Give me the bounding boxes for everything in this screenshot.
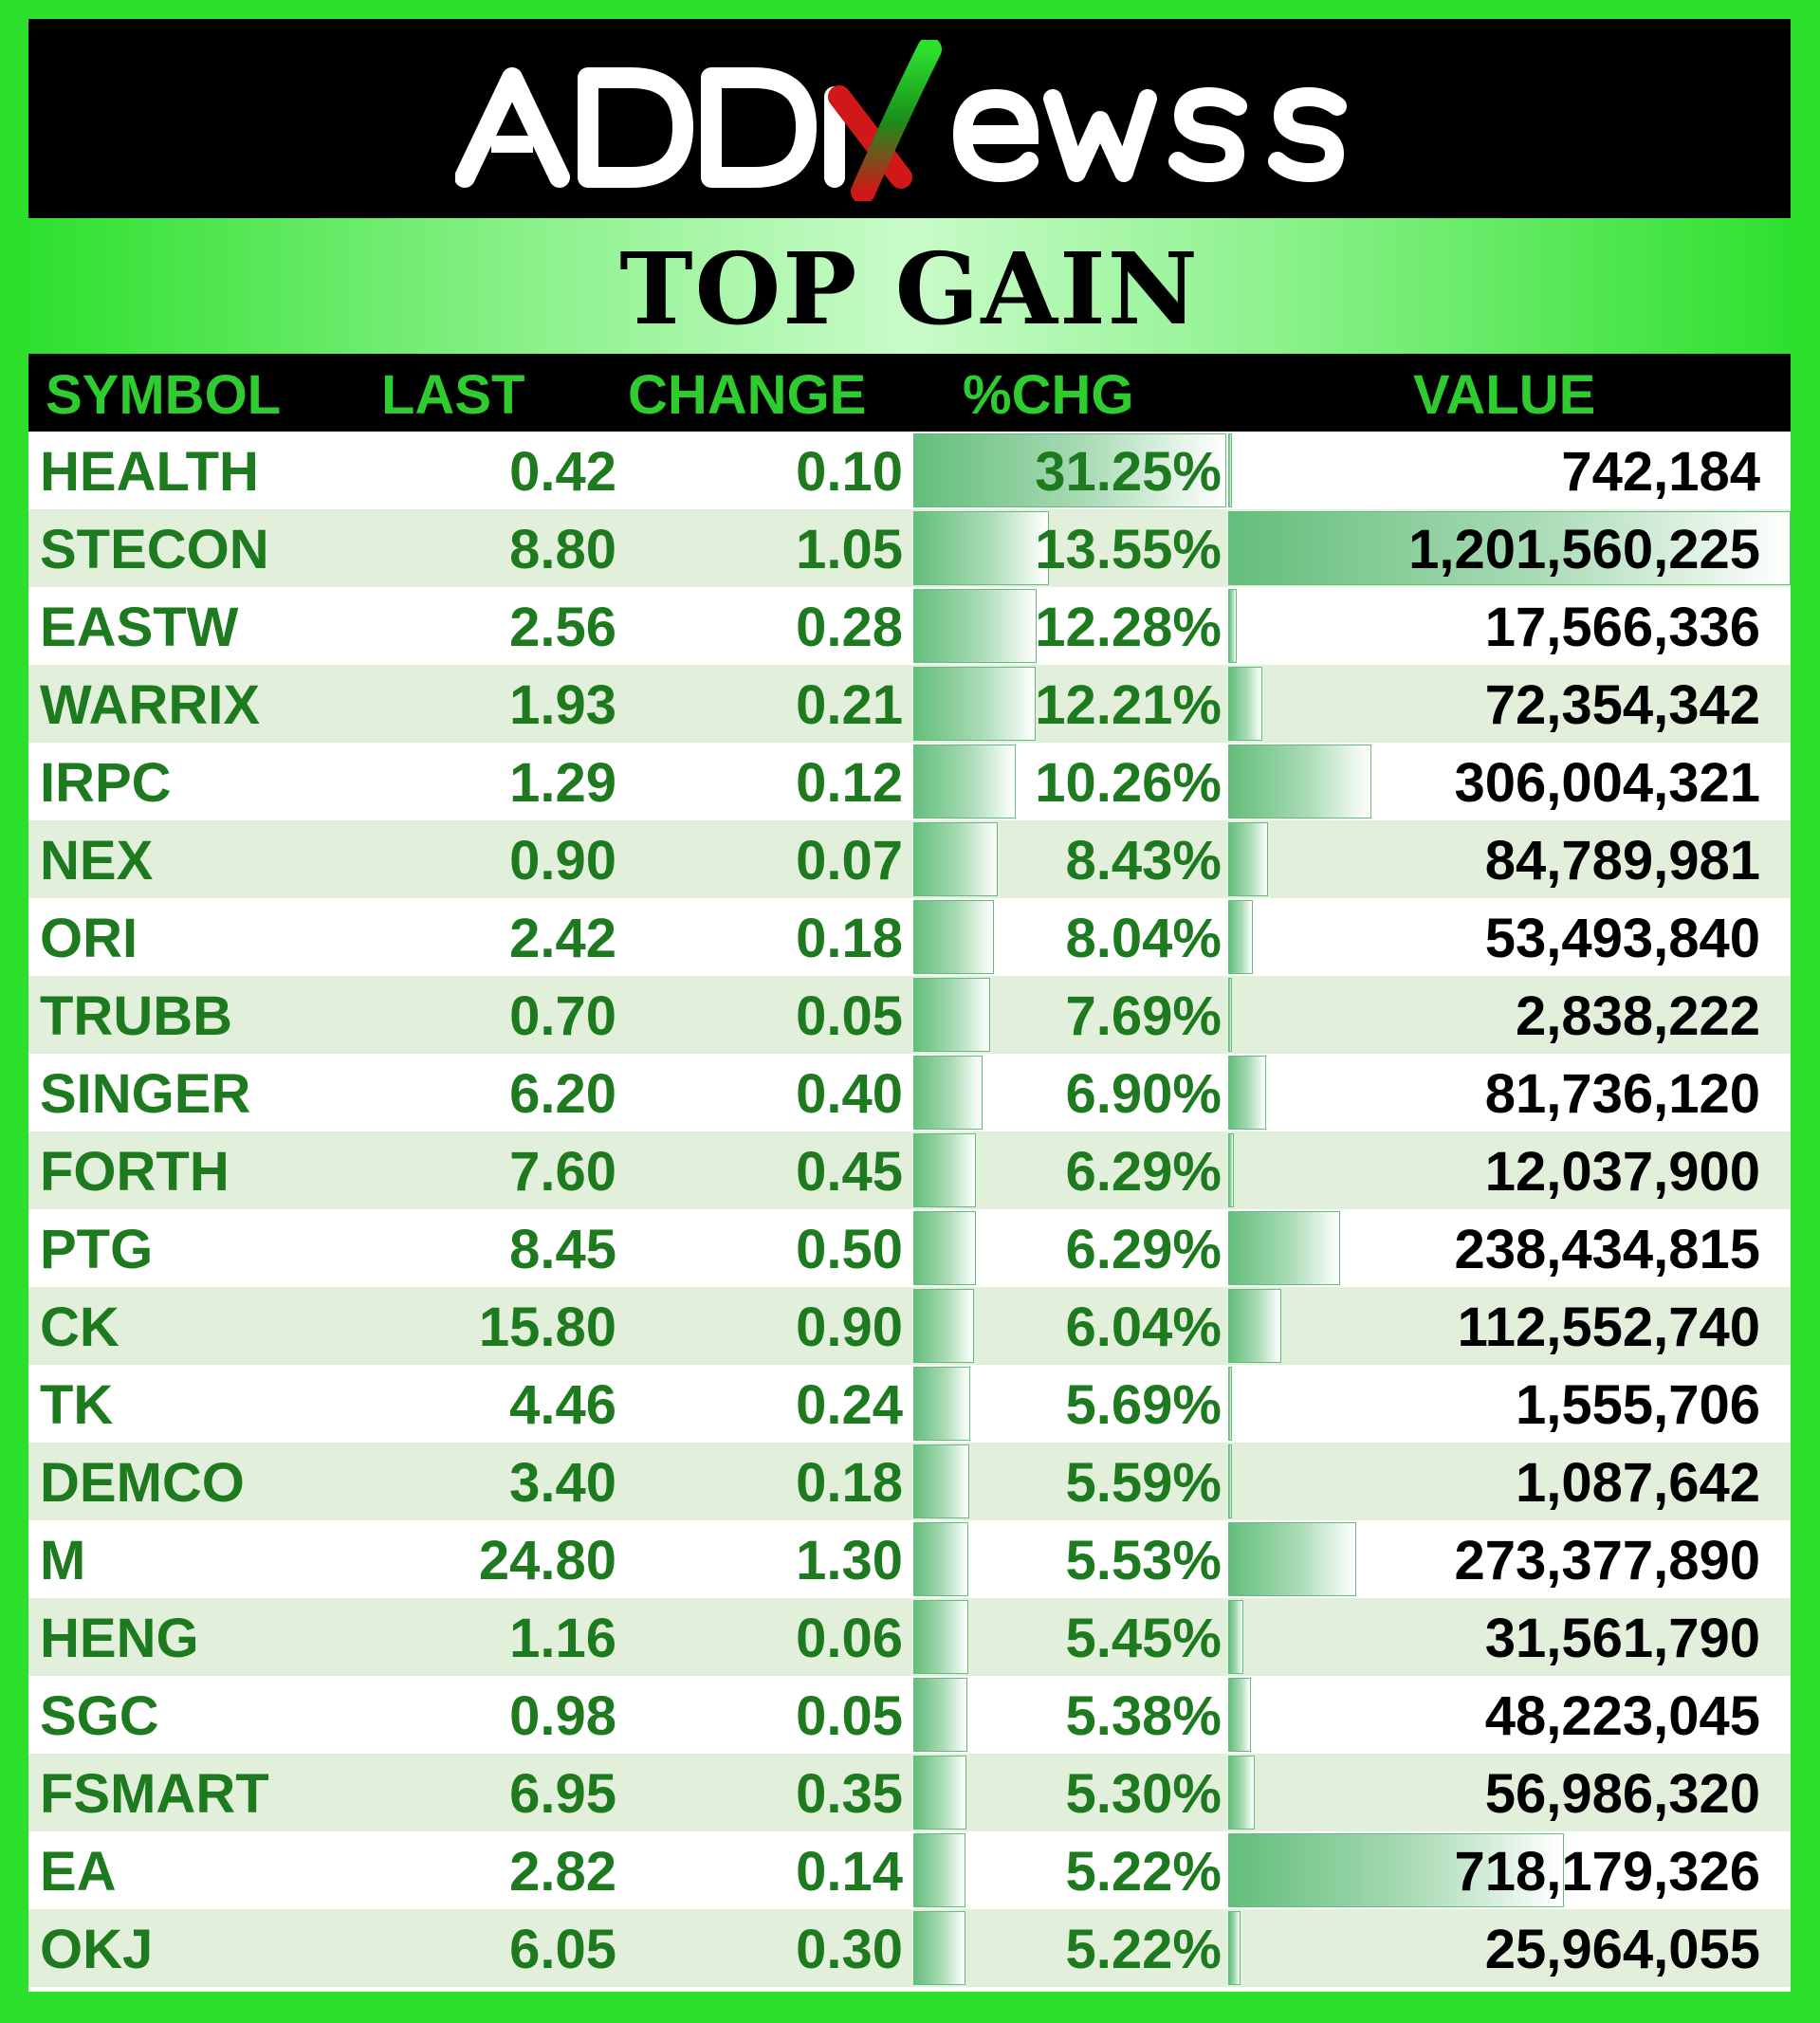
value-cell xyxy=(1261,743,1789,820)
value-cell xyxy=(1261,1365,1789,1443)
table-row xyxy=(28,1754,1791,1831)
value-databar xyxy=(1228,1444,1232,1518)
value-databar xyxy=(1228,667,1262,741)
value-cell xyxy=(1261,1754,1789,1831)
table-row xyxy=(28,509,1791,587)
value-cell xyxy=(1261,898,1789,976)
value-text: 718,179,326 xyxy=(1454,1841,1760,1903)
symbol-cell: PTG xyxy=(40,1219,154,1280)
value-text: 1,087,642 xyxy=(1515,1452,1760,1514)
header-pct-change: %CHG xyxy=(963,364,1134,426)
symbol-cell: EA xyxy=(40,1841,117,1903)
pct-change-cell: 5.59% xyxy=(1065,1452,1222,1514)
change-cell: 0.14 xyxy=(796,1841,903,1903)
value-text: 17,566,336 xyxy=(1484,597,1760,658)
pct-databar xyxy=(913,1133,976,1207)
symbol-cell: ORI xyxy=(40,908,138,969)
table-row xyxy=(28,587,1791,665)
value-databar xyxy=(1228,1367,1232,1441)
symbol-cell: NEX xyxy=(40,830,154,892)
pct-databar xyxy=(913,1289,974,1363)
pct-change-cell: 5.38% xyxy=(1065,1685,1222,1747)
value-cell xyxy=(1261,1054,1789,1131)
last-cell: 24.80 xyxy=(478,1530,616,1591)
value-text: 1,555,706 xyxy=(1515,1374,1760,1436)
change-cell: 0.12 xyxy=(796,752,903,814)
pct-databar xyxy=(913,1522,968,1596)
table-row xyxy=(28,1598,1791,1676)
value-cell xyxy=(1261,1909,1789,1987)
pct-databar xyxy=(913,1833,965,1907)
pct-change-cell: 8.43% xyxy=(1065,830,1222,892)
symbol-cell: STECON xyxy=(40,519,269,580)
last-cell: 0.98 xyxy=(509,1685,616,1747)
change-cell: 0.10 xyxy=(796,441,903,503)
value-cell xyxy=(1261,1287,1789,1365)
last-cell: 0.42 xyxy=(509,441,616,503)
pct-databar xyxy=(913,1678,967,1752)
table-row xyxy=(28,898,1791,976)
table-row xyxy=(28,1520,1791,1598)
value-text: 53,493,840 xyxy=(1484,908,1760,969)
pct-change-cell: 8.04% xyxy=(1065,908,1222,969)
pct-databar xyxy=(913,1056,983,1130)
pct-change-cell: 12.21% xyxy=(1035,674,1222,736)
table-row xyxy=(28,1909,1791,1987)
value-cell xyxy=(1261,665,1789,743)
change-cell: 0.18 xyxy=(796,1452,903,1514)
pct-change-cell: 6.90% xyxy=(1065,1063,1222,1125)
value-databar xyxy=(1228,900,1253,974)
pct-change-cell: 6.29% xyxy=(1065,1141,1222,1203)
value-text: 112,552,740 xyxy=(1457,1297,1760,1358)
change-cell: 0.40 xyxy=(796,1063,903,1125)
table-row xyxy=(28,1676,1791,1754)
change-cell: 0.24 xyxy=(796,1374,903,1436)
value-text: 31,561,790 xyxy=(1484,1608,1760,1669)
value-text: 306,004,321 xyxy=(1454,752,1760,814)
header-symbol: SYMBOL xyxy=(46,364,282,426)
change-cell: 0.90 xyxy=(796,1297,903,1358)
symbol-cell: OKJ xyxy=(40,1919,154,1980)
change-cell: 0.05 xyxy=(796,985,903,1047)
symbol-cell: DEMCO xyxy=(40,1452,245,1514)
change-cell: 1.05 xyxy=(796,519,903,580)
table-row xyxy=(28,1287,1791,1365)
value-databar xyxy=(1228,1600,1243,1674)
last-cell: 2.56 xyxy=(509,597,616,658)
value-text: 72,354,342 xyxy=(1484,674,1760,736)
symbol-cell: HEALTH xyxy=(40,441,259,503)
value-cell xyxy=(1261,587,1789,665)
last-cell: 1.93 xyxy=(509,674,616,736)
last-cell: 3.40 xyxy=(509,1452,616,1514)
header-last: LAST xyxy=(381,364,525,426)
value-text: 56,986,320 xyxy=(1484,1763,1760,1825)
value-databar xyxy=(1228,1133,1234,1207)
symbol-cell: TRUBB xyxy=(40,985,232,1047)
change-cell: 0.21 xyxy=(796,674,903,736)
value-cell xyxy=(1261,1131,1789,1209)
page-title: TOP GAIN xyxy=(619,230,1200,347)
value-databar xyxy=(1228,1911,1241,1985)
value-cell xyxy=(1261,1520,1789,1598)
value-cell xyxy=(1261,976,1789,1054)
last-cell: 0.70 xyxy=(509,985,616,1047)
title-bar xyxy=(28,218,1791,354)
symbol-cell: EASTW xyxy=(40,597,239,658)
symbol-cell: CK xyxy=(40,1297,119,1358)
table-row xyxy=(28,1131,1791,1209)
pct-change-cell: 31.25% xyxy=(1035,441,1222,503)
pct-change-cell: 10.26% xyxy=(1035,752,1222,814)
pct-change-cell: 12.28% xyxy=(1035,597,1222,658)
table-row xyxy=(28,432,1791,509)
last-cell: 1.29 xyxy=(509,752,616,814)
pct-databar xyxy=(913,1756,966,1830)
symbol-cell: WARRIX xyxy=(40,674,260,736)
change-cell: 0.50 xyxy=(796,1219,903,1280)
pct-change-cell: 13.55% xyxy=(1035,519,1222,580)
value-databar xyxy=(1228,1678,1251,1752)
last-cell: 2.82 xyxy=(509,1841,616,1903)
pct-change-cell: 6.29% xyxy=(1065,1219,1222,1280)
table-row xyxy=(28,1831,1791,1909)
change-cell: 0.06 xyxy=(796,1608,903,1669)
last-cell: 6.05 xyxy=(509,1919,616,1980)
value-text: 1,201,560,225 xyxy=(1408,519,1760,580)
last-cell: 8.80 xyxy=(509,519,616,580)
pct-databar xyxy=(913,1211,976,1285)
value-text: 84,789,981 xyxy=(1484,830,1760,892)
value-text: 81,736,120 xyxy=(1484,1063,1760,1125)
pct-change-cell: 5.45% xyxy=(1065,1608,1222,1669)
change-cell: 0.18 xyxy=(796,908,903,969)
value-databar xyxy=(1228,589,1237,663)
change-cell: 0.05 xyxy=(796,1685,903,1747)
pct-databar xyxy=(913,1367,970,1441)
last-cell: 7.60 xyxy=(509,1141,616,1203)
top-gain-board xyxy=(28,19,1791,1992)
value-text: 25,964,055 xyxy=(1484,1919,1760,1980)
last-cell: 6.20 xyxy=(509,1063,616,1125)
table-row xyxy=(28,1209,1791,1287)
addnewss-logo xyxy=(455,40,1404,201)
change-cell: 0.28 xyxy=(796,597,903,658)
value-cell xyxy=(1261,1209,1789,1287)
value-text: 48,223,045 xyxy=(1484,1685,1760,1747)
pct-change-cell: 6.04% xyxy=(1065,1297,1222,1358)
table-row xyxy=(28,820,1791,898)
table-row xyxy=(28,665,1791,743)
last-cell: 8.45 xyxy=(509,1219,616,1280)
symbol-cell: HENG xyxy=(40,1608,199,1669)
value-text: 12,037,900 xyxy=(1484,1141,1760,1203)
symbol-cell: TK xyxy=(40,1374,114,1436)
value-text: 273,377,890 xyxy=(1454,1530,1760,1591)
pct-databar xyxy=(913,1600,968,1674)
last-cell: 15.80 xyxy=(478,1297,616,1358)
last-cell: 2.42 xyxy=(509,908,616,969)
value-text: 2,838,222 xyxy=(1515,985,1760,1047)
last-cell: 4.46 xyxy=(509,1374,616,1436)
symbol-cell: FORTH xyxy=(40,1141,230,1203)
value-cell xyxy=(1261,432,1789,509)
table-row xyxy=(28,1054,1791,1131)
table-row xyxy=(28,743,1791,820)
symbol-cell: SGC xyxy=(40,1685,159,1747)
header-value: VALUE xyxy=(1413,364,1596,426)
pct-change-cell: 5.22% xyxy=(1065,1841,1222,1903)
change-cell: 0.35 xyxy=(796,1763,903,1825)
table-row xyxy=(28,1443,1791,1520)
value-cell xyxy=(1261,820,1789,898)
value-cell xyxy=(1261,1676,1789,1754)
last-cell: 6.95 xyxy=(509,1763,616,1825)
symbol-cell: M xyxy=(40,1530,86,1591)
change-cell: 0.07 xyxy=(796,830,903,892)
pct-databar xyxy=(913,1444,969,1518)
value-cell xyxy=(1261,1443,1789,1520)
value-text: 238,434,815 xyxy=(1454,1219,1760,1280)
last-cell: 0.90 xyxy=(509,830,616,892)
change-cell: 0.30 xyxy=(796,1919,903,1980)
change-cell: 0.45 xyxy=(796,1141,903,1203)
table-row xyxy=(28,1365,1791,1443)
change-cell: 1.30 xyxy=(796,1530,903,1591)
value-cell xyxy=(1261,1598,1789,1676)
value-cell xyxy=(1261,1831,1789,1909)
value-databar xyxy=(1228,433,1232,507)
symbol-cell: FSMART xyxy=(40,1763,269,1825)
last-cell: 1.16 xyxy=(509,1608,616,1669)
value-text: 742,184 xyxy=(1561,441,1760,503)
pct-change-cell: 5.53% xyxy=(1065,1530,1222,1591)
table-header xyxy=(28,354,1791,432)
pct-change-cell: 5.22% xyxy=(1065,1919,1222,1980)
value-cell xyxy=(1261,509,1789,587)
logo-bar xyxy=(28,19,1791,218)
header-change: CHANGE xyxy=(628,364,867,426)
pct-change-cell: 7.69% xyxy=(1065,985,1222,1047)
table-row xyxy=(28,976,1791,1054)
symbol-cell: IRPC xyxy=(40,752,172,814)
symbol-cell: SINGER xyxy=(40,1063,251,1125)
value-databar xyxy=(1228,1756,1255,1830)
pct-databar xyxy=(913,1911,965,1985)
pct-change-cell: 5.69% xyxy=(1065,1374,1222,1436)
value-databar xyxy=(1228,978,1232,1052)
pct-change-cell: 5.30% xyxy=(1065,1763,1222,1825)
